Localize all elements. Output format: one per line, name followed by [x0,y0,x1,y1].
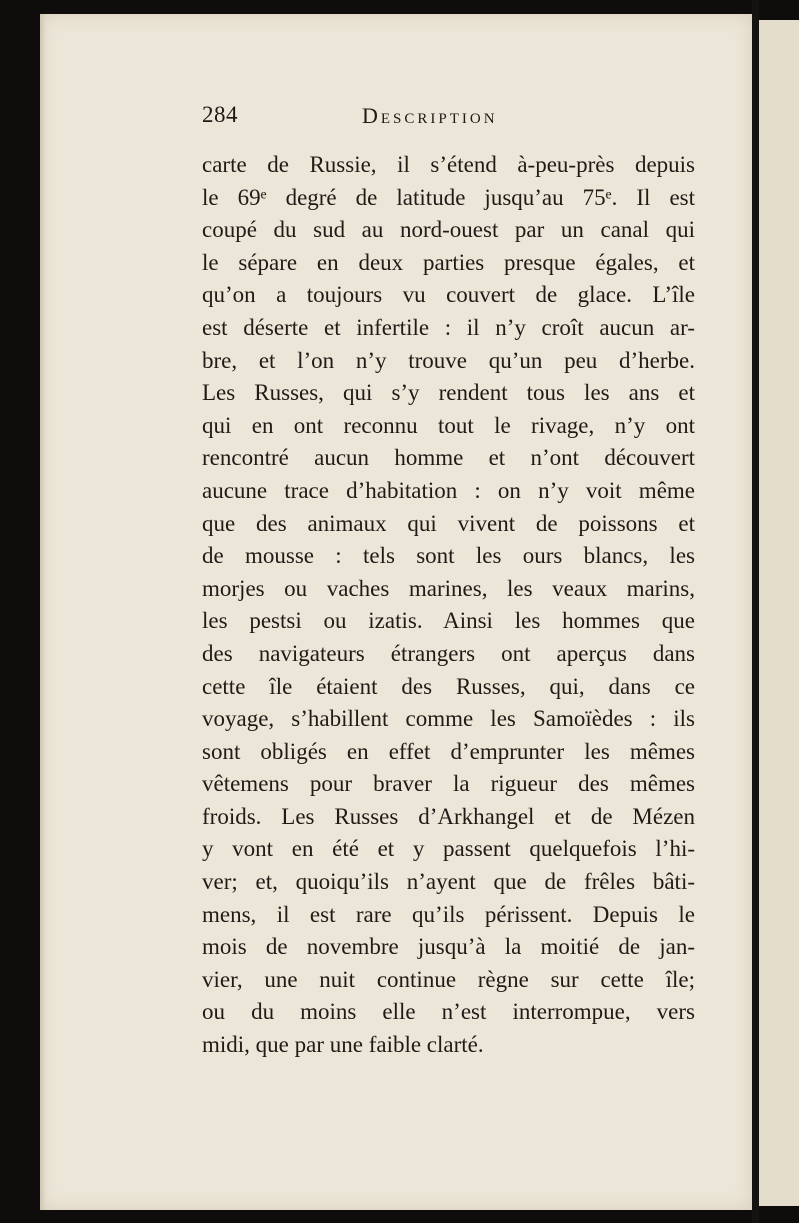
text-line: y vont en été et y passent quelquefois l’hi- [202,836,695,862]
text-line: voyage, s’habillent comme les Samoïèdes : ils [202,706,695,732]
running-head: Description [362,103,498,128]
text-line: carte de Russie, il s’étend à-peu-près depuis [202,152,695,177]
text-line: vêtemens pour braver la rigueur des mêmes [202,771,695,797]
page-edge-shadow [40,14,46,1210]
text-line: rencontré aucun homme et n’ont découvert [202,445,695,471]
book-gutter [752,0,759,1223]
page-header [202,102,692,132]
text-line: vier, une nuit continue règne sur cette île; [202,966,695,992]
text-line: bre, et l’on n’y trouve qu’un peu d’herbe. [202,347,695,373]
text-line: qui en ont reconnu tout le rivage, n’y ont [202,412,695,438]
text-line: sont obligés en effet d’emprunter les mêmes [202,738,695,764]
text-line: morjes ou vaches marines, les veaux marins, [202,575,695,601]
text-line: ou du moins elle n’est interrompue, vers [202,999,695,1025]
text-line: mois de novembre jusqu’à la moitié de jan- [202,934,695,960]
text-line: mens, il est rare qu’ils périssent. Depuis le [202,901,695,927]
text-line: le 69ᵉ degré de latitude jusqu’au 75ᵉ. Il est [202,184,695,210]
text-line: ver; et, quoiqu’ils n’ayent que de frêles bâti- [202,869,695,895]
body-text [202,149,695,1062]
text-line: midi, que par une faible clarté. [202,1032,484,1058]
text-line: qu’on a toujours vu couvert de glace. L’île [202,282,695,308]
text-line: aucune trace d’habitation : on n’y voit même [202,477,695,503]
facing-page-edge [759,20,799,1206]
text-line: cette île étaient des Russes, qui, dans ce [202,673,695,699]
text-line: coupé du sud au nord-ouest par un canal qui [202,217,695,243]
text-line: froids. Les Russes d’Arkhangel et de Mézen [202,803,695,829]
text-line: des navigateurs étrangers ont aperçus dans [202,640,695,666]
text-line: les pestsi ou izatis. Ainsi les hommes que [202,608,695,634]
text-line: de mousse : tels sont les ours blancs, les [202,543,695,569]
text-line: que des animaux qui vivent de poissons et [202,510,695,536]
text-line: le sépare en deux parties presque égales, et [202,249,695,275]
text-line: Les Russes, qui s’y rendent tous les ans et [202,380,695,406]
page-number: 284 [202,102,238,127]
text-line: est déserte et infertile : il n’y croît aucun ar- [202,314,695,340]
